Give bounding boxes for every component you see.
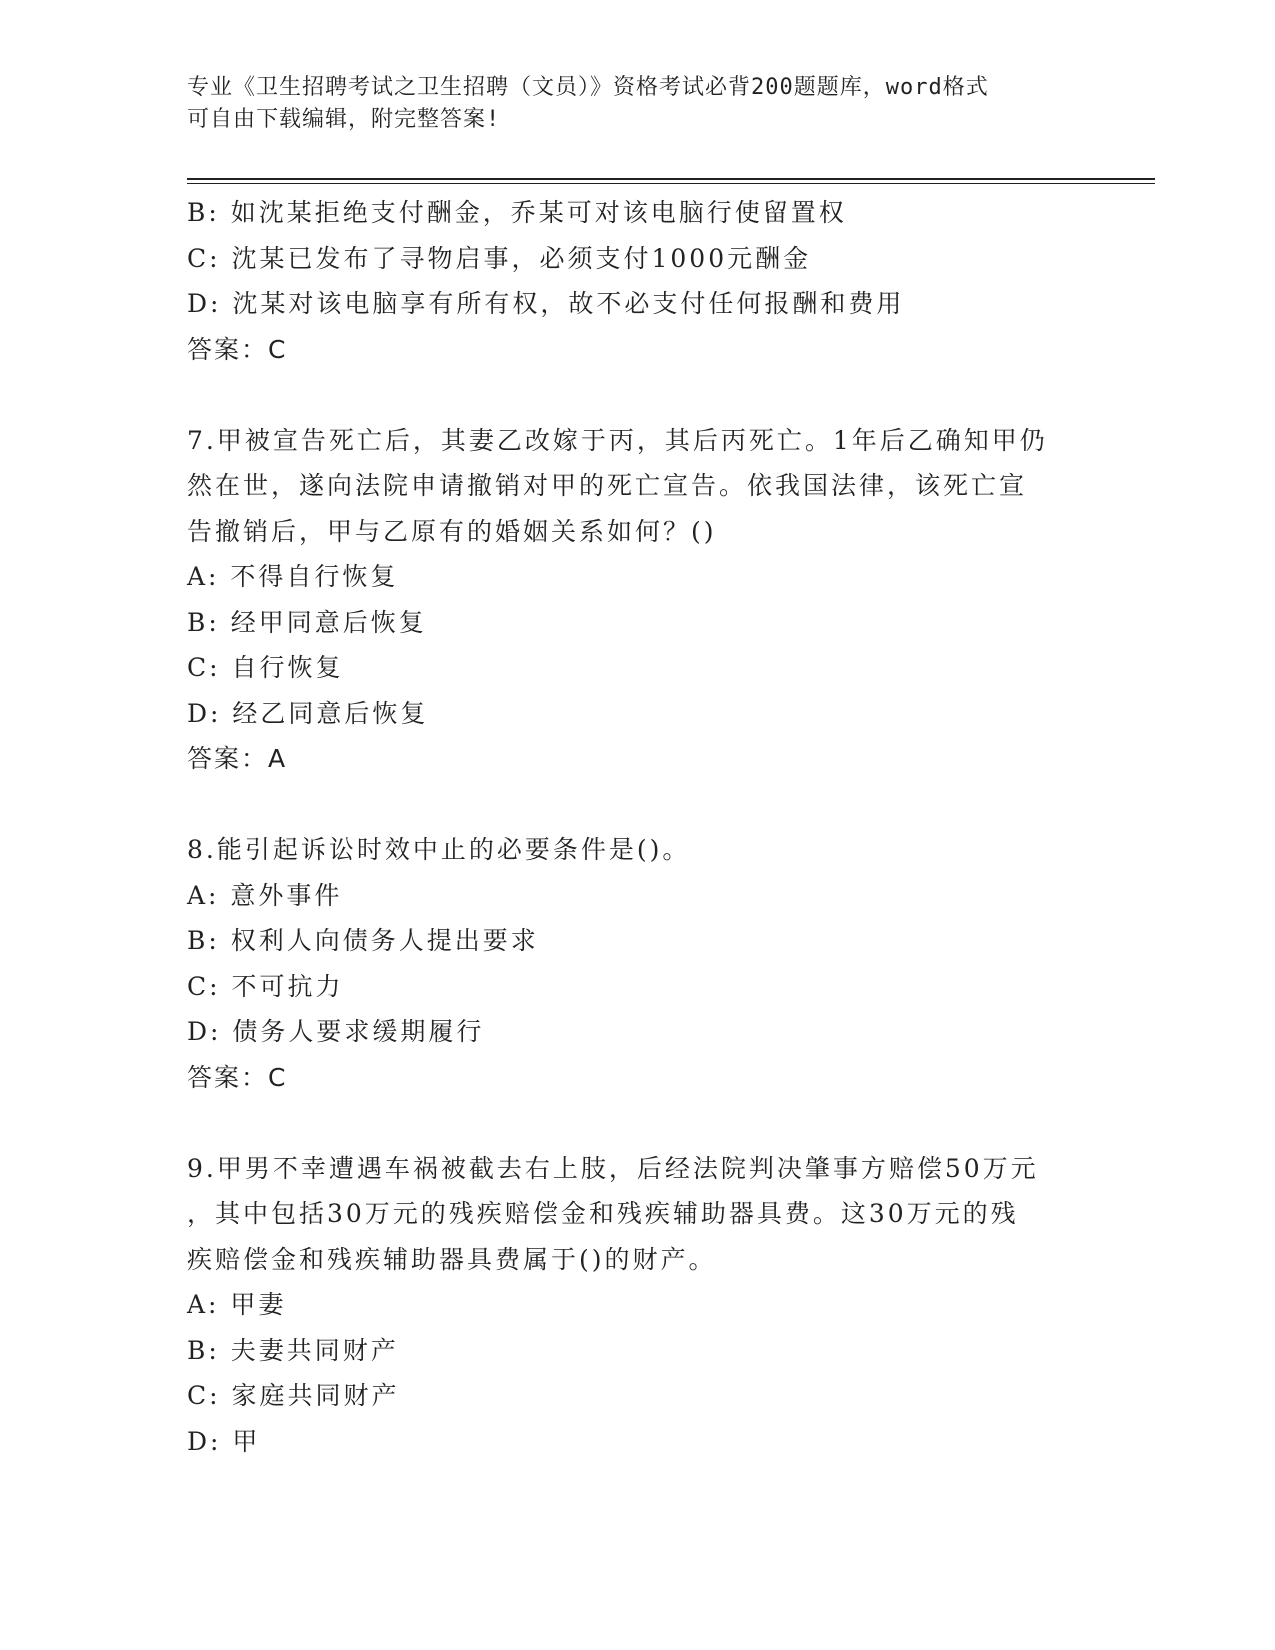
q9-stem-line-1: 9.甲男不幸遭遇车祸被截去右上肢，后经法院判决肇事方赔偿50万元 [187, 1153, 1039, 1183]
document-header [187, 72, 1087, 136]
header-title-line-1: 专业《卫生招聘考试之卫生招聘（文员）》资格考试必背200题题库，word格式 [187, 75, 989, 100]
question-6 [187, 190, 1087, 372]
q7-stem-line-1: 7.甲被宣告死亡后，其妻乙改嫁于丙，其后丙死亡。1年后乙确知甲仍 [187, 425, 1048, 455]
q6-option-c: C: 沈某已发布了寻物启事，必须支付1000元酬金 [187, 243, 812, 273]
header-divider-thick [187, 178, 1155, 180]
q8-option-a: A: 意外事件 [187, 880, 343, 910]
q8-option-b: B: 权利人向债务人提出要求 [187, 926, 539, 955]
question-9 [187, 1146, 1087, 1465]
header-divider-thin [187, 183, 1155, 184]
q8-option-d: D: 债务人要求缓期履行 [187, 1017, 485, 1046]
spacer [187, 372, 1087, 418]
q8-answer: 答案：C [187, 1062, 288, 1092]
question-8 [187, 827, 1087, 1100]
q7-answer: 答案：A [187, 744, 288, 773]
question-list [187, 190, 1087, 1464]
q9-stem-line-3: 疾赔偿金和残疾辅助器具费属于()的财产。 [187, 1244, 717, 1274]
q7-option-c: C: 自行恢复 [187, 653, 344, 682]
spacer [187, 782, 1087, 828]
q9-stem-line-2: ，其中包括30万元的残疾赔偿金和残疾辅助器具费。这30万元的残 [187, 1199, 1019, 1228]
q8-option-c: C: 不可抗力 [187, 971, 344, 1001]
q9-option-a: A: 甲妻 [187, 1290, 287, 1319]
spacer [187, 1100, 1087, 1146]
q8-stem-line-1: 8.能引起诉讼时效中止的必要条件是()。 [187, 835, 691, 864]
q7-stem-line-3: 告撤销后，甲与乙原有的婚姻关系如何？() [187, 516, 717, 546]
q7-option-d: D: 经乙同意后恢复 [187, 698, 429, 728]
header-title-line-2: 可自由下载编辑，附完整答案! [187, 107, 501, 132]
q9-option-b: B: 夫妻共同财产 [187, 1335, 399, 1365]
q6-answer: 答案：C [187, 334, 288, 364]
q7-option-b: B: 经甲同意后恢复 [187, 607, 427, 637]
q6-option-d: D: 沈某对该电脑享有所有权，故不必支付任何报酬和费用 [187, 289, 905, 318]
q6-option-b: B: 如沈某拒绝支付酬金，乔某可对该电脑行使留置权 [187, 198, 847, 227]
q9-option-d: D: 甲 [187, 1426, 261, 1456]
q9-option-c: C: 家庭共同财产 [187, 1381, 400, 1410]
q7-option-a: A: 不得自行恢复 [187, 562, 399, 591]
q7-stem-line-2: 然在世，遂向法院申请撤销对甲的死亡宣告。依我国法律，该死亡宣 [187, 471, 1028, 500]
question-7 [187, 418, 1087, 782]
